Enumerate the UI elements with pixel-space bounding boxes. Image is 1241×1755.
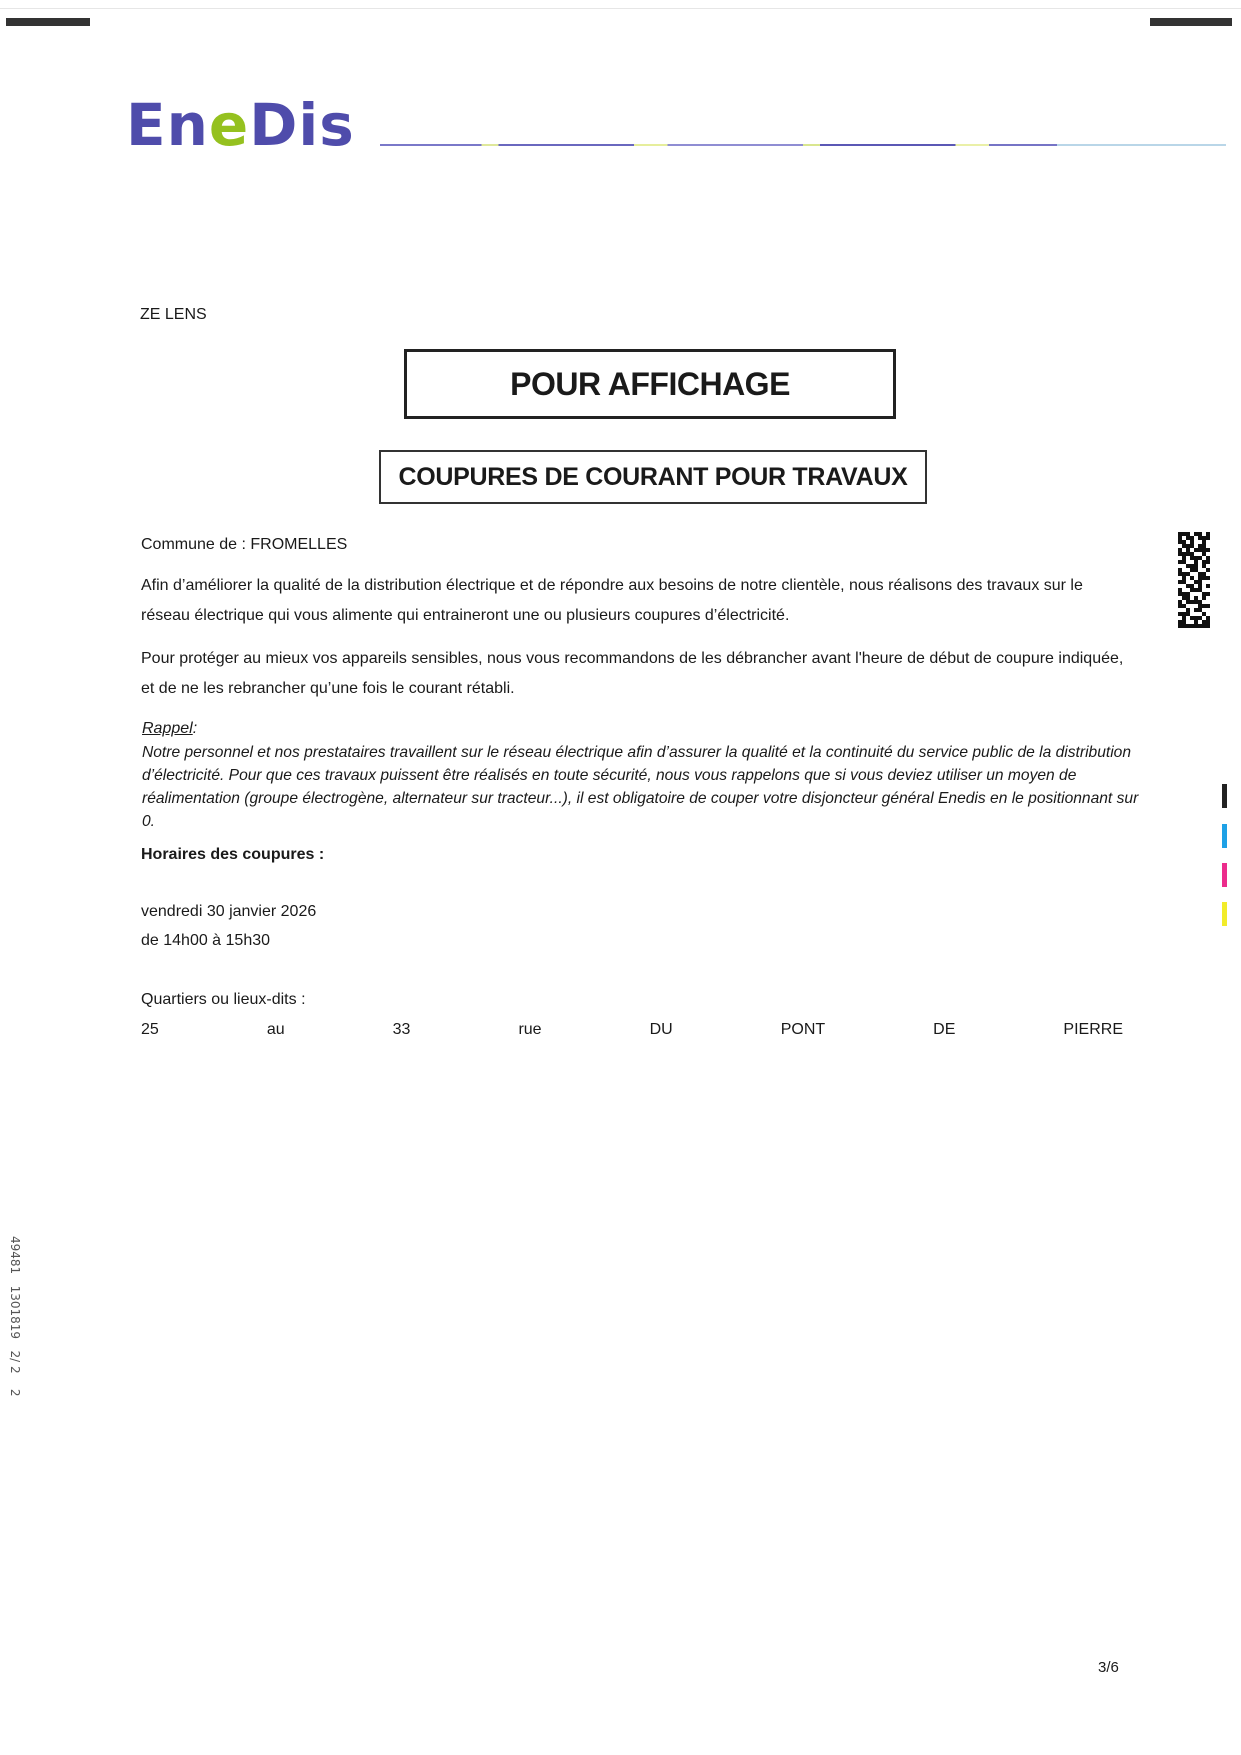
scan-corner-mark-right — [1150, 18, 1232, 26]
logo-part-right: Dis — [249, 91, 355, 159]
subtitle-box — [379, 450, 927, 504]
rappel-colon: : — [192, 720, 198, 737]
address-word: rue — [518, 1021, 542, 1038]
commune-line: Commune de : FROMELLES — [141, 536, 348, 553]
outage-hours: de 14h00 à 15h30 — [141, 932, 271, 949]
registration-bar-yellow — [1222, 902, 1227, 926]
registration-bar-cyan — [1222, 824, 1227, 848]
sender-label: ZE LENS — [140, 306, 207, 323]
address-row — [141, 1021, 1123, 1039]
title-box — [404, 349, 896, 419]
rappel-title: Rappel — [142, 720, 193, 737]
subtitle-text: COUPURES DE COURANT POUR TRAVAUX — [398, 462, 908, 491]
address-word: DE — [933, 1021, 956, 1038]
scan-corner-mark-left — [6, 18, 90, 26]
address-word: au — [266, 1021, 285, 1038]
logo-part-mid: e — [208, 91, 250, 159]
qr-code-icon — [1178, 532, 1210, 628]
advice-paragraph: Pour protéger au mieux vos appareils sensibles, nous vous recommandons de les débrancher avant l'heure de début de coupure indiquée, et de ne les rebrancher qu’une fois le courant rétabli. — [141, 650, 1124, 697]
logo-rule — [380, 144, 1226, 146]
address-word: DU — [649, 1021, 673, 1038]
registration-bar-magenta — [1222, 863, 1227, 887]
rappel-body: Notre personnel et nos prestataires travaillent sur le réseau électrique afin d’assurer la qualité et la continuité du service public de la distribution d’électricité. Pour que ces travaux puissent être réalisés en toute sécurité, nous vous rappelons que si vous deviez utiliser un moyen de réalimentation (groupe électrogène, alternateur sur tracteur...), il est obligatoire de couper votre disjoncteur général Enedis en le positionnant sur 0. — [142, 744, 1139, 830]
horaires-heading: Horaires des coupures : — [141, 846, 325, 863]
side-reference-text: 49481 1301819 2/ 2 2 — [8, 1236, 22, 1397]
registration-bar-black — [1222, 784, 1227, 808]
quartiers-heading: Quartiers ou lieux-dits : — [141, 991, 306, 1008]
page-number: 3/6 — [1098, 1659, 1119, 1676]
address-word: 25 — [141, 1021, 159, 1038]
scan-top-line — [0, 8, 1241, 9]
enedis-logo — [126, 91, 355, 159]
logo-part-left: En — [126, 91, 209, 159]
address-word: 33 — [392, 1021, 411, 1038]
intro-paragraph: Afin d’améliorer la qualité de la distribution électrique et de répondre aux besoins de notre clientèle, nous réalisons des travaux sur le réseau électrique qui vous alimente qui entraineront une ou plusieurs coupures d’électricité. — [141, 577, 1083, 624]
address-word: PONT — [780, 1021, 826, 1038]
rappel-heading — [142, 720, 197, 738]
title-text: POUR AFFICHAGE — [510, 365, 790, 402]
address-word: PIERRE — [1063, 1021, 1123, 1038]
outage-date: vendredi 30 janvier 2026 — [141, 903, 317, 920]
